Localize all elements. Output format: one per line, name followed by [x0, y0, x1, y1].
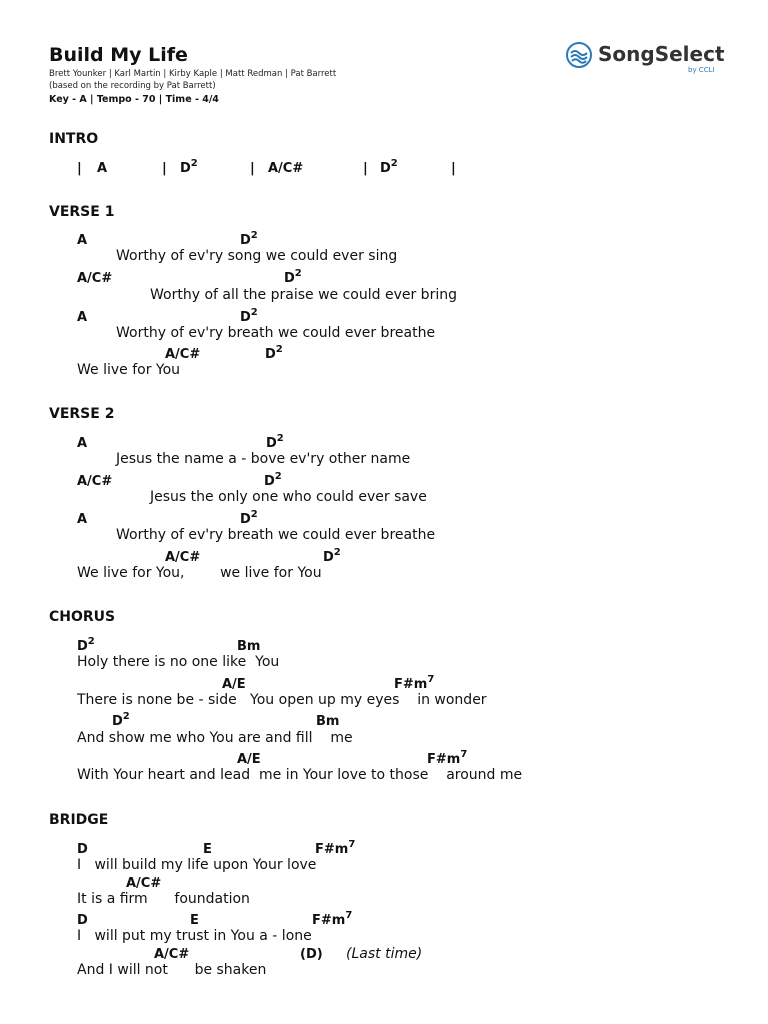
intro-chord: A/C#: [268, 161, 304, 176]
chord: A: [77, 512, 88, 527]
chord: A/C#: [165, 347, 201, 362]
chord: A: [77, 233, 88, 248]
chord: A/C#: [77, 474, 113, 489]
chord: $D^2$: [112, 711, 130, 729]
chord: D: [77, 913, 88, 928]
chord: Bm: [237, 639, 261, 654]
chord: $D^2$: [323, 547, 341, 565]
chord: $D^2$: [284, 268, 302, 286]
intro-bar: |: [363, 161, 368, 176]
chord: A: [77, 436, 88, 451]
lyric-line: We live for You: [77, 362, 181, 378]
lyric-line: Jesus the only one who could ever save: [150, 489, 427, 505]
chord: E: [203, 842, 212, 857]
performance-note: (Last time): [346, 946, 423, 962]
intro-chord: $D^2$: [380, 158, 398, 176]
intro-chord: A: [97, 161, 108, 176]
chord: $F\#m^7$: [427, 749, 468, 767]
lyric-line: Worthy of ev'ry song we could ever sing: [116, 248, 398, 264]
songselect-logo-icon: [566, 42, 592, 68]
logo-name: SongSelect: [598, 42, 725, 66]
chord: A: [77, 310, 88, 325]
lyric-line: We live for You, we live for You: [77, 565, 322, 581]
chord: D: [77, 842, 88, 857]
song-title: Build My Life: [49, 44, 188, 66]
song-based-on: (based on the recording by Pat Barrett): [49, 81, 216, 91]
section-intro: INTRO: [49, 131, 99, 147]
chord: Bm: [316, 714, 340, 729]
chord: (D): [300, 947, 323, 962]
section-verse-1: VERSE 1: [49, 204, 115, 220]
intro-bar: |: [77, 161, 82, 176]
chord: A/C#: [154, 947, 190, 962]
logo-sub: by CCLI: [688, 66, 715, 74]
chord: A/C#: [126, 876, 162, 891]
songselect-logo: [566, 42, 726, 76]
lyric-line: Worthy of all the praise we could ever bring: [150, 287, 457, 303]
chord: $D^2$: [240, 509, 258, 527]
lyric-line: Worthy of ev'ry breath we could ever breathe: [116, 325, 436, 341]
chord: E: [190, 913, 199, 928]
lyric-line: I will build my life upon Your love: [77, 857, 317, 873]
chord: $F\#m^7$: [394, 674, 435, 692]
section-chorus: CHORUS: [49, 609, 116, 625]
chord: $D^2$: [264, 471, 282, 489]
chord: A/E: [237, 752, 261, 767]
chord: A/E: [222, 677, 246, 692]
lyric-line: There is none be - side You open up my eyes in wonder: [77, 692, 487, 708]
lyric-line: It is a firm foundation: [77, 891, 250, 907]
intro-bar: |: [250, 161, 255, 176]
chord: $D^2$: [266, 433, 284, 451]
intro-bar: |: [451, 161, 456, 176]
chord: $D^2$: [240, 307, 258, 325]
section-verse-2: VERSE 2: [49, 406, 115, 422]
chord: $F\#m^7$: [315, 839, 356, 857]
intro-chord: $D^2$: [180, 158, 198, 176]
song-credits: Brett Younker | Karl Martin | Kirby Kaple | Matt Redman | Pat Barrett: [49, 69, 337, 79]
chord: $D^2$: [77, 636, 95, 654]
lyric-line: I will put my trust in You a - lone: [77, 928, 312, 944]
lyric-line: Jesus the name a - bove ev'ry other name: [116, 451, 411, 467]
lyric-line: Worthy of ev'ry breath we could ever breathe: [116, 527, 436, 543]
section-bridge: BRIDGE: [49, 812, 109, 828]
lyric-line: And I will not be shaken: [77, 962, 267, 978]
chord: $D^2$: [265, 344, 283, 362]
chord: $F\#m^7$: [312, 910, 353, 928]
intro-bar: |: [162, 161, 167, 176]
song-meta: Key - A | Tempo - 70 | Time - 4/4: [49, 94, 219, 105]
lyric-line: And show me who You are and fill me: [77, 730, 353, 746]
chord: $D^2$: [240, 230, 258, 248]
lyric-line: Holy there is no one like You: [77, 654, 280, 670]
chord: A/C#: [165, 550, 201, 565]
chord: A/C#: [77, 271, 113, 286]
lyric-line: With Your heart and lead me in Your love to those around me: [77, 767, 523, 783]
